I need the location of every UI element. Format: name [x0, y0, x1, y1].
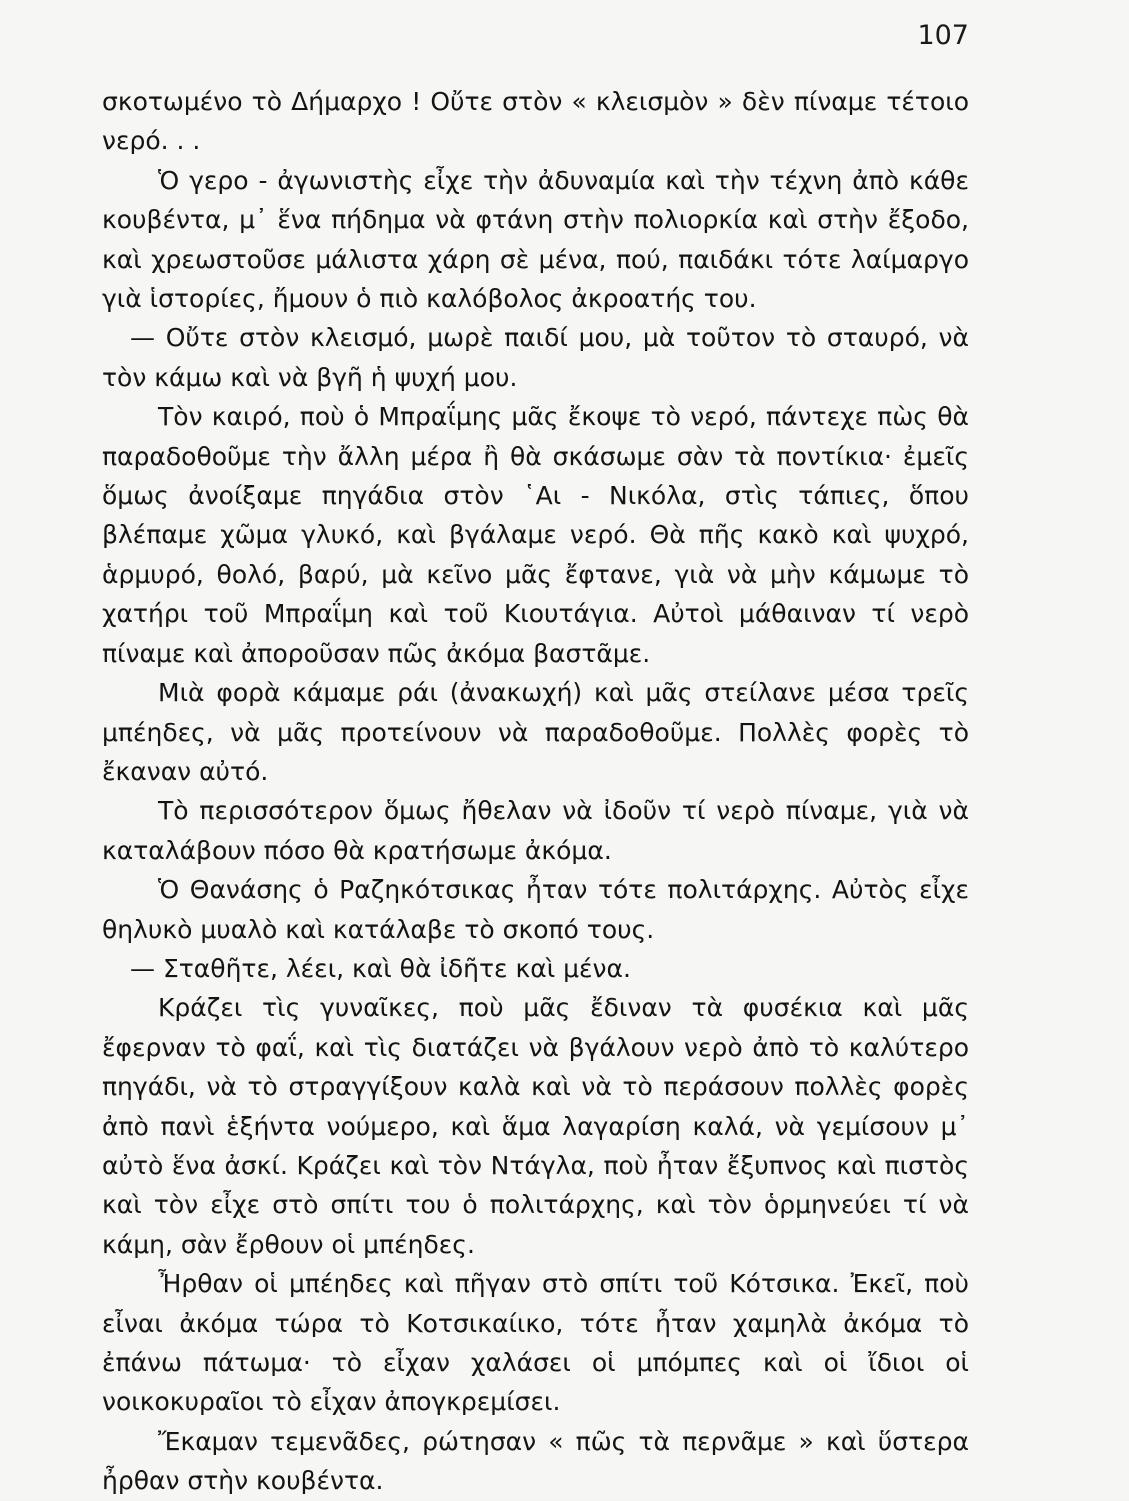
paragraph: Κράζει τὶς γυναῖκες, ποὺ μᾶς ἔδιναν τὰ φυσέκια καὶ μᾶς ἔφερναν τὸ φαΐ, καὶ τὶς διατάζει νὰ βγάλουν νερὸ ἀπὸ τὸ καλύτερο πηγάδι, νὰ τὸ στραγγίξουν καλὰ καὶ νὰ τὸ περάσουν πολλὲς φορὲς ἀπὸ πανὶ ἑξήντα νούμερο, καὶ ἅμα λαγαρίση καλά, νὰ γεμίσουν μ᾽ αὐτὸ ἕνα ἀσκί. Κράζει καὶ τὸν Ντάγλα, ποὺ ἦταν ἔξυπνος καὶ πιστὸς καὶ τὸν εἶχε στὸ σπίτι του ὁ πολιτάρχης, καὶ τὸν ὁρμηνεύει τί νὰ κάμη, σὰν ἔρθουν οἱ μπέηδες. — [102, 993, 969, 1259]
body-text — [102, 82, 969, 1501]
paragraph: Ἔκαμαν τεμενᾶδες, ρώτησαν « πῶς τὰ περνᾶμε » καὶ ὕστερα ἦρθαν στὴν κουβέντα. — [102, 1426, 969, 1496]
paragraph: Ὁ Θανάσης ὁ Ραζηκότσικας ἦταν τότε πολιτάρχης. Αὐτὸς εἶχε θηλυκὸ μυαλὸ καὶ κατάλαβε τὸ σκοπό τους. — [102, 875, 969, 944]
paragraph: Τὸ περισσότερον ὅμως ἤθελαν νὰ ἰδοῦν τί νερὸ πίναμε, γιὰ νὰ καταλάβουν πόσο θὰ κρατήσωμε ἀκόμα. — [102, 796, 969, 865]
paragraph: σκοτωμένο τὸ Δήμαρχο ! Οὔτε στὸν « κλεισμὸν » δὲν πίναμε τέτοιο νερό. . . — [102, 87, 969, 156]
dialogue-paragraph: — Οὔτε στὸν κλεισμό, μωρὲ παιδί μου, μὰ τοῦτον τὸ σταυρό, νὰ τὸν κάμω καὶ νὰ βγῆ ἡ ψυχή μου. — [102, 323, 969, 392]
paragraph: Μιὰ φορὰ κάμαμε ράι (ἀνακωχή) καὶ μᾶς στείλανε μέσα τρεῖς μπέηδες, νὰ μᾶς προτείνουν νὰ παραδοθοῦμε. Πολλὲς φορὲς τὸ ἔκαναν αὐτό. — [102, 678, 969, 786]
paragraph: Τὸν καιρό, ποὺ ὁ Μπραΐμης μᾶς ἔκοψε τὸ νερό, πάντεχε πὼς θὰ παραδοθοῦμε τὴν ἄλλη μέρα ἢ θὰ σκάσωμε σὰν τὰ ποντίκια· ἐμεῖς ὅμως ἀνοίξαμε πηγάδια στὸν ῾Αι - Νικόλα, στὶς τάπιες, ὅπου βλέπαμε χῶμα γλυκό, καὶ βγάλαμε νερό. Θὰ πῆς κακὸ καὶ ψυχρό, ἁρμυρό, θολό, βαρύ, μὰ κεῖνο μᾶς ἔφτανε, γιὰ νὰ μὴν κάμωμε τὸ χατήρι τοῦ Μπραΐμη καὶ τοῦ Κιουτάγια. Αὐτοὶ μάθαιναν τί νερὸ πίναμε καὶ ἀποροῦσαν πῶς ἀκόμα βαστᾶμε. — [102, 402, 969, 668]
paragraph: Ὁ γερο - ἀγωνιστὴς εἶχε τὴν ἀδυναμία καὶ τὴν τέχνη ἀπὸ κάθε κουβέντα, μ᾽ ἕνα πήδημα νὰ φτάνη στὴν πολιορκία καὶ στὴν ἔξοδο, καὶ χρεωστοῦσε μάλιστα χάρη σὲ μένα, πού, παιδάκι τότε λαίμαργο γιὰ ἱστορίες, ἤμουν ὁ πιὸ καλόβολος ἀκροατής του. — [102, 165, 969, 314]
dialogue-paragraph: — Σταθῆτε, λέει, καὶ θὰ ἰδῆτε καὶ μένα. — [130, 953, 631, 983]
page-number: 107 — [917, 20, 969, 51]
paragraph: Ἦρθαν οἱ μπέηδες καὶ πῆγαν στὸ σπίτι τοῦ Κότσικα. Ἐκεῖ, ποὺ εἶναι ἀκόμα τώρα τὸ Κοτσικαίικο, τότε ἦταν χαμηλὰ ἀκόμα τὸ ἐπάνω πάτωμα· τὸ εἶχαν χαλάσει οἱ μπόμπες καὶ οἱ ἴδιοι οἱ νοικοκυραῖοι τὸ εἶχαν ἀπογκρεμίσει. — [102, 1269, 969, 1417]
